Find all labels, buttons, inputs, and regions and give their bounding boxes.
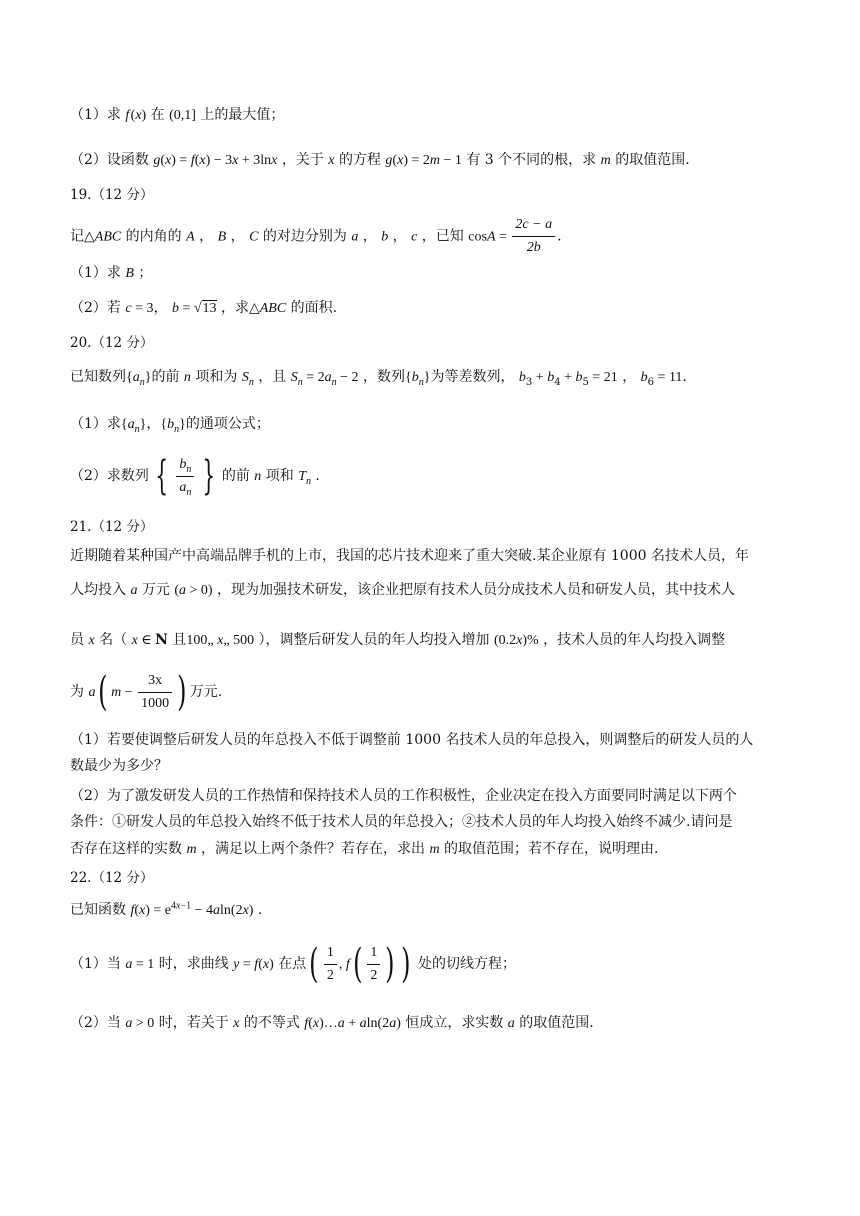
q21-part1-line2: 数最少为多少？ xyxy=(70,758,168,774)
cosA-fraction: $\frac{2c - a}{2b}$ xyxy=(512,214,555,259)
q21-header: 21.（12 分） xyxy=(70,519,154,535)
q22-part2: （2）当 a > 0 时，若关于 x 的不等式 f(x)…a + aln(2a) 恒成立，求实数 a 的取值范围. xyxy=(70,1015,594,1031)
q21-part1-line1: （1）若要使调整后研发人员的年总投入不低于调整前 1000 名技术人员的年总投入，则调整后的研发人员的人 xyxy=(70,732,754,748)
q21-part2-line2: 条件：①研发人员的年总投入始终不低于技术人员的年总投入；②技术人员的年人均投入始终不减少.请问是 xyxy=(70,814,733,830)
half-fraction: $\frac{1}{2}$ xyxy=(324,942,337,987)
q21-line1: 近期随着某种国产中高端品牌手机的上市，我国的芯片技术迎来了重大突破.某企业原有 1000 名技术人员，年 xyxy=(70,548,749,564)
bn-over-an-fraction: $\frac{b_n}{a_n}$ xyxy=(176,454,194,499)
q19-header: 19.（12 分） xyxy=(70,187,154,203)
q22-part1: （1）当 a = 1 时，求曲线 y = f(x) 在点( $\frac{1}{2}$ , f( $\frac{1}{2}$ ) ) 处的切线方程； xyxy=(70,941,516,987)
q21-line2: 人均投入 a 万元 (a > 0) ，现为加强技术研发，该企业把原有技术人员分成技术人员和研发人员，其中技术人 xyxy=(70,582,736,598)
q18-part2: （2）设函数 g(x) = f(x) − 3x + 3lnx ，关于 x 的方程 g(x) = 2m − 1 有 3 个不同的根，求 m 的取值范围. xyxy=(70,152,690,168)
half-fraction-2: $\frac{1}{2}$ xyxy=(367,942,380,987)
3x-over-1000-fraction: $\frac{3x}{1000}$ xyxy=(138,670,172,715)
q21-line3: 员 x 名（ x ∈ N 且100„ x„ 500 ），调整后研发人员的年人均投入增加 (0.2x)% ，技术人员的年人均投入调整 xyxy=(70,632,726,648)
q20-part2: （2）求数列 { $\frac{b_n}{a_n}$ } 的前 n 项和 $T_n$ . xyxy=(70,453,320,499)
q21-part2-line1: （2）为了激发研发人员的工作热情和保持技术人员的工作积极性，企业决定在投入方面要同时满足以下两个 xyxy=(70,788,737,804)
q21-line4: 为 a( m − $\frac{3x}{1000}$ ) 万元. xyxy=(70,669,223,715)
q21-part2-line3: 否存在这样的实数 m ，满足以上两个条件？若存在，求出 m 的取值范围；若不存在，说明理由. xyxy=(70,841,659,857)
q20-stem: 已知数列$\{a_n\}$的前 n 项和为 $S_n$ ，且 $S_n = 2a_n - 2$ ，数列$\{b_n\}$为等差数列， $b_3 + b_4 + b_5 = 21$ ， $b_6 = 11$. xyxy=(70,369,687,388)
q20-header: 20.（12 分） xyxy=(70,335,154,351)
q18-part1: （1）求 f (x) 在 (0,1] 上的最大值； xyxy=(70,107,285,123)
q22-header: 22.（12 分） xyxy=(70,870,154,886)
q19-part1: （1）求 B ； xyxy=(70,265,153,281)
q22-stem: 已知函数 $f(x) = e^{4x-1} - 4aln(2x)$ . xyxy=(70,900,263,918)
q19-part2: （2）若 c = 3， b = √13 ，求△ABC 的面积. xyxy=(70,300,338,316)
q19-stem: 记△ABC 的内角的 A ， B ， C 的对边分别为 a ， b ， c ，已知 cosA = $\frac{2c - a}{2b}$ . xyxy=(70,214,562,260)
q20-part1: （1）求$\{a_n\}$，$\{b_n\}$的通项公式； xyxy=(70,416,270,435)
